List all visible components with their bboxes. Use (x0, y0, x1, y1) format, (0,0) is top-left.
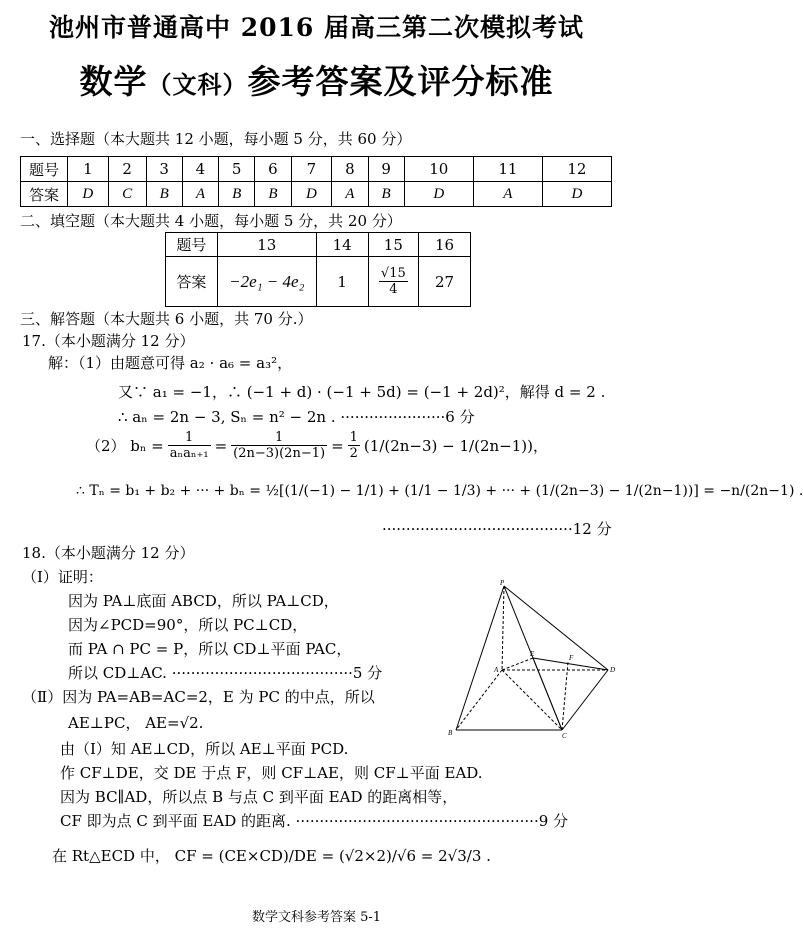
q17-score-line: ········································12 分 (382, 520, 612, 538)
numerator: 1 (168, 430, 211, 446)
answer-cell (368, 257, 418, 307)
q17-line3: ∴ aₙ = 2n − 3, Sₙ = n² − 2n . ······················6 分 (118, 408, 475, 426)
question-number: 4 (182, 157, 218, 182)
document-title (0, 56, 633, 103)
q18-heading: 18.（本小题满分 12 分） (22, 544, 195, 562)
equals-sign: = (214, 436, 228, 455)
question-number: 10 (404, 157, 473, 182)
q18-line: 由（Ⅰ）知 AE⊥CD，所以 AE⊥平面 PCD. (60, 740, 349, 758)
question-number: 16 (419, 233, 471, 257)
q18-line: 而 PA ∩ PC = P，所以 CD⊥平面 PAC， (68, 640, 352, 658)
answer-cell: B (255, 182, 291, 207)
q18-line: 因为 PA⊥底面 ABCD，所以 PA⊥CD， (68, 592, 339, 610)
table-row (166, 233, 471, 257)
q18-line: 因为∠PCD=90°，所以 PC⊥CD， (68, 616, 308, 634)
table-row (21, 182, 612, 207)
fraction (231, 430, 327, 461)
section1-heading: 一、选择题（本大题共 12 小题，每小题 5 分，共 60 分） (20, 130, 412, 148)
question-number: 5 (219, 157, 255, 182)
q18-line: CF 即为点 C 到平面 EAD 的距离. ···················································9 分 (60, 812, 569, 830)
question-number: 12 (542, 157, 611, 182)
answer-cell: D (404, 182, 473, 207)
answer-cell: 27 (419, 257, 471, 307)
answer-cell: D (68, 182, 109, 207)
answer-cell: B (368, 182, 404, 207)
exam-title: 池州市普通高中 2016 届高三第二次模拟考试 (49, 13, 584, 42)
question-number: 14 (316, 233, 368, 257)
q17-line4 (86, 430, 548, 461)
answer-cell: 1 (316, 257, 368, 307)
answer-cell: A (332, 182, 368, 207)
edge-CF (562, 662, 568, 730)
label-A: A (494, 666, 499, 674)
q17-line2: 又∵ a₁ = −1，∴ (−1 + d) · (−1 + 5d) = (−1 + 2d)²，解得 d = 2 . (118, 383, 606, 401)
fraction (379, 266, 408, 297)
edge-AC (502, 670, 562, 730)
edge-PD (504, 586, 608, 670)
answer-cell: A (473, 182, 542, 207)
q17-line1: 解：（1）由题意可得 a₂ · a₆ = a₃²， (48, 354, 293, 372)
question-number: 6 (255, 157, 291, 182)
q18-line: 因为 BC∥AD，所以点 B 与点 C 到平面 EAD 的距离相等， (60, 788, 458, 806)
answer-cell: D (291, 182, 332, 207)
q17-line5: ∴ Tₙ = b₁ + b₂ + ··· + bₙ = ½[(1/(−1) − 1/1) + (1/1 − 1/3) + ··· + (1/(2n−3) − 1/(2n−1))] = −n/(2n−1) . (76, 483, 803, 499)
label-E: E (530, 650, 535, 658)
denominator: 4 (389, 282, 398, 297)
denominator: (2n−3)(2n−1) (233, 446, 326, 461)
section3-heading: 三、解答题（本大题共 6 小题，共 70 分.） (20, 310, 313, 328)
q17-bn-difference: (1/(2n−3) − 1/(2n−1))， (363, 437, 548, 455)
table-row (21, 157, 612, 182)
question-number: 8 (332, 157, 368, 182)
label-B: B (448, 729, 453, 737)
question-number: 2 (108, 157, 146, 182)
section2-heading: 二、填空题（本大题共 4 小题，每小题 5 分，共 20 分） (20, 212, 402, 230)
label-C: C (562, 732, 567, 740)
row-label: 题号 (21, 157, 68, 182)
table-row (166, 257, 471, 307)
title-subject: 数学 (79, 62, 148, 101)
row-label: 答案 (21, 182, 68, 207)
denominator: aₙaₙ₊₁ (169, 446, 209, 461)
title-subject-type: （文科） (147, 70, 248, 99)
edge-CD (562, 670, 608, 730)
q18-line: 作 CF⊥DE，交 DE 于点 F，则 CF⊥AE，则 CF⊥平面 EAD. (60, 764, 483, 782)
choice-answer-table (20, 156, 612, 207)
q18-part2-label: （Ⅱ）因为 PA=AB=AC=2，E 为 PC 的中点，所以 (22, 688, 375, 706)
answer-cell: B (219, 182, 255, 207)
q18-line: 在 Rt△ECD 中， CF = (CE×CD)/DE = (√2×2)/√6 = 2√3/3 . (52, 847, 491, 865)
equals-sign: = (331, 436, 344, 455)
edge-EC (533, 658, 562, 730)
question-number: 1 (68, 157, 109, 182)
edge-PA (502, 586, 504, 670)
title-suffix: 参考答案及评分标准 (247, 62, 554, 101)
q18-line: 所以 CD⊥AC. ······································5 分 (68, 664, 383, 682)
question-number: 11 (473, 157, 542, 182)
row-label: 答案 (166, 257, 218, 307)
question-number: 13 (217, 233, 316, 257)
numerator: 1 (231, 430, 327, 446)
answer-cell: −2e₁ − 4e₂ (217, 257, 316, 307)
answer-cell: D (542, 182, 611, 207)
question-number: 9 (368, 157, 404, 182)
answer-cell: B (146, 182, 182, 207)
denominator: 2 (349, 446, 358, 461)
edge-AE (502, 658, 533, 670)
pyramid-figure (438, 580, 618, 740)
q18-line: AE⊥PC， AE=√2. (68, 714, 204, 732)
question-number: 3 (146, 157, 182, 182)
edge-AB (456, 670, 502, 730)
label-D: D (610, 666, 616, 674)
q17-heading: 17.（本小题满分 12 分） (22, 332, 195, 350)
fraction (348, 430, 360, 461)
label-F: F (569, 654, 574, 662)
row-label: 题号 (166, 233, 218, 257)
page-footer: 数学文科参考答案 5-1 (251, 910, 382, 925)
answer-cell: C (108, 182, 146, 207)
answer-cell: A (182, 182, 218, 207)
numerator: 1 (349, 430, 358, 445)
question-number: 15 (368, 233, 418, 257)
q17-bn-label: （2） bₙ = (86, 437, 164, 455)
question-number: 7 (291, 157, 332, 182)
label-P: P (500, 579, 505, 587)
numerator: √15 (380, 266, 406, 281)
q18-part1-label: （Ⅰ）证明： (22, 568, 103, 586)
fill-answer-table (165, 232, 471, 307)
fraction (168, 430, 211, 461)
edge-PB (456, 586, 504, 730)
